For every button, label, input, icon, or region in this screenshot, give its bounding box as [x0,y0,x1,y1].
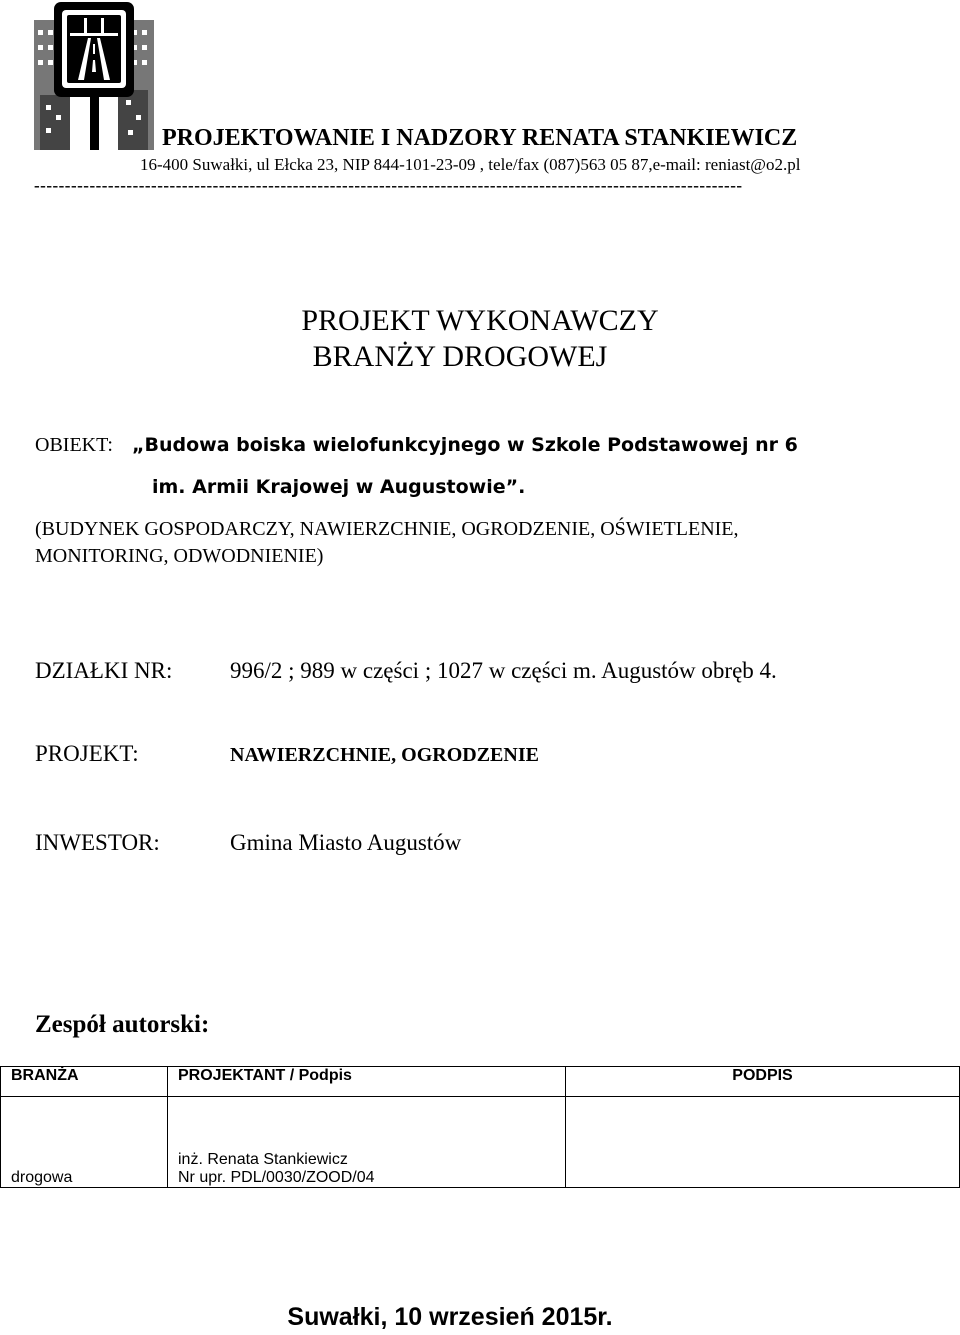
column-header-designer: PROJEKTANT / Podpis [168,1067,566,1097]
object-label: OBIEKT: [35,434,113,456]
plots-value: 996/2 ; 989 w części ; 1027 w części m. Augustów obręb 4. [230,658,777,683]
project-label: PROJEKT: [35,741,139,766]
investor-label: INWESTOR: [35,830,160,855]
document-subtitle: BRANŻY DROGOWEJ [312,340,608,373]
company-address: 16-400 Suwałki, ul Ełcka 23, NIP 844-101-23-09 , tele/fax (087)563 05 87,e-mail: reniast@o2.pl [140,155,801,174]
object-scope-line2: MONITORING, ODWODNIENIE) [35,545,324,567]
table-row [1,1097,960,1188]
signature-cell [566,1097,960,1188]
company-name: PROJEKTOWANIE I NADZORY RENATA STANKIEWICZ [162,125,798,151]
place-date: Suwałki, 10 wrzesień 2015r. [287,1303,613,1331]
project-value: NAWIERZCHNIE, OGRODZENIE [230,744,539,766]
column-header-branch: BRANŻA [1,1067,168,1097]
designer-cell [168,1097,566,1188]
object-scope-line1: (BUDYNEK GOSPODARCZY, NAWIERZCHNIE, OGRODZENIE, OŚWIETLENIE, [35,518,739,540]
authors-table [0,1066,960,1188]
branch-cell: drogowa [1,1097,168,1188]
authors-table-header [1,1067,960,1097]
column-header-signature: PODPIS [566,1067,960,1097]
company-logo [34,0,154,150]
plots-label: DZIAŁKI NR: [35,658,173,683]
designer-name: inż. Renata Stankiewicz [178,1151,348,1168]
object-name-line1: „Budowa boiska wielofunkcyjnego w Szkole Podstawowej nr 6 [132,434,798,456]
header-separator: ------------------------------------------------------------------------------------------------------------------- [34,176,743,195]
designer-license: Nr upr. PDL/0030/ZOOD/04 [178,1169,375,1186]
object-name-line2: im. Armii Krajowej w Augustowie”. [152,476,526,498]
investor-value: Gmina Miasto Augustów [230,830,462,855]
team-heading: Zespół autorski: [35,1011,210,1038]
document-title: PROJEKT WYKONAWCZY [301,304,659,337]
